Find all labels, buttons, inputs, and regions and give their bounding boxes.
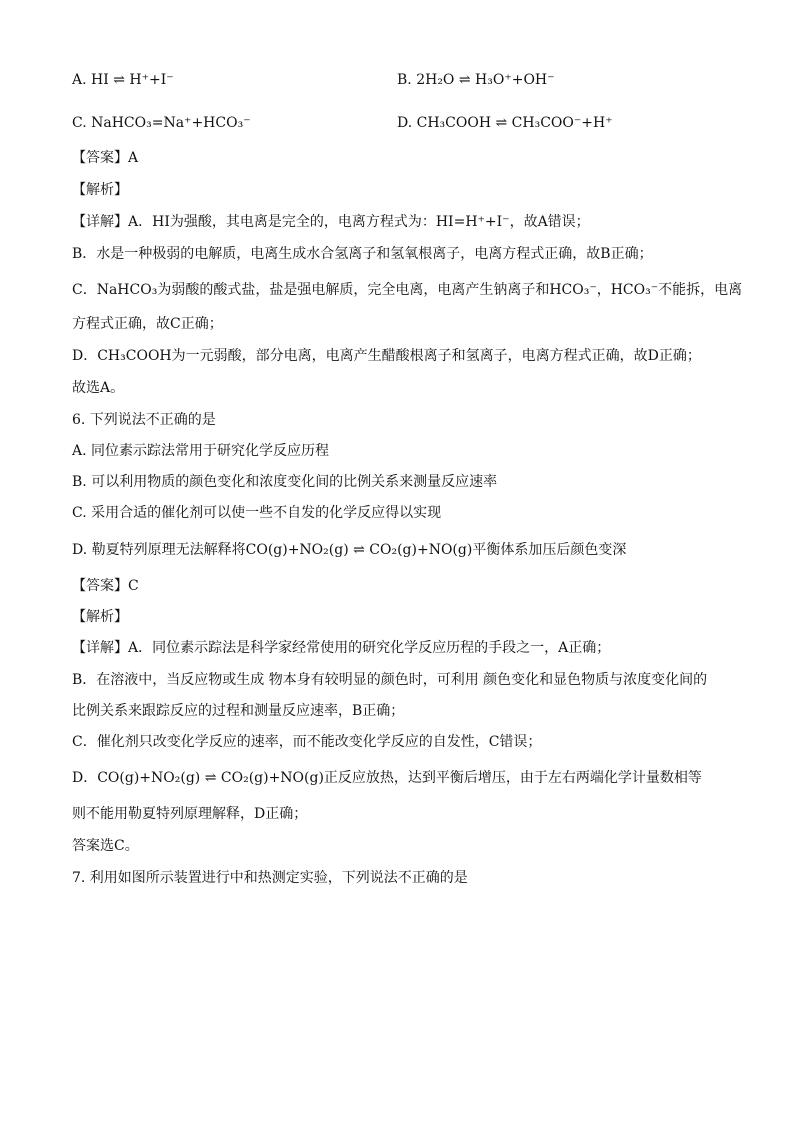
formula: NaHCO₃=Na⁺+HCO₃⁻	[91, 115, 251, 131]
q5-detail-line: B．水是一种极弱的电解质，电离生成水合氢离子和氢氧根离子，电离方程式正确，故B正确；	[72, 246, 653, 262]
q6-answer: 【答案】C	[72, 578, 139, 594]
formula: 2H₂O ⇌ H₃O⁺+OH⁻	[416, 72, 555, 88]
q6-detail-line: 【详解】A．同位素示踪法是科学家经常使用的研究化学反应历程的手段之一，A正确；	[72, 640, 611, 656]
option-label: A.	[72, 72, 87, 88]
q5-detail-line: 方程式正确，故C正确；	[72, 316, 223, 332]
option-label: C.	[72, 115, 87, 131]
q5-analysis-label: 【解析】	[72, 182, 128, 198]
q6-analysis-label: 【解析】	[72, 609, 128, 625]
q5-option-a	[72, 70, 174, 90]
q5-option-d	[397, 113, 613, 133]
formula: CH₃COOH ⇌ CH₃COO⁻+H⁺	[416, 115, 613, 131]
q6-detail-line: 则不能用勒夏特列原理解释，D正确；	[72, 806, 308, 822]
q7-stem: 7. 利用如图所示装置进行中和热测定实验，下列说法不正确的是	[72, 870, 468, 886]
q5-option-b	[397, 70, 555, 90]
q6-detail-line: 比例关系来跟踪反应的过程和测量反应速率，B正确；	[72, 703, 405, 719]
q5-detail-line: 【详解】A．HI为强酸，其电离是完全的，电离方程式为：HI=H⁺+I⁻，故A错误；	[72, 214, 590, 230]
q6-detail-line: 答案选C。	[72, 838, 139, 854]
q6-stem: 6. 下列说法不正确的是	[72, 412, 216, 428]
q6-option-d: D. 勒夏特列原理无法解释将CO(g)+NO₂(g) ⇌ CO₂(g)+NO(g)平衡体系加压后颜色变深	[72, 542, 627, 558]
q6-detail-line: B．在溶液中，当反应物或生成 物本身有较明显的颜色时，可利用 颜色变化和显色物质与浓度变化间的	[72, 672, 708, 688]
q5-detail-line: D．CH₃COOH为一元弱酸，部分电离，电离产生醋酸根离子和氢离子，电离方程式正确，故D正确；	[72, 348, 701, 364]
q6-detail-line: C．催化剂只改变化学反应的速率，而不能改变化学反应的自发性，C错误；	[72, 734, 542, 750]
q6-detail-line: D．CO(g)+NO₂(g) ⇌ CO₂(g)+NO(g)正反应放热，达到平衡后增压，由于左右两端化学计量数相等	[72, 770, 702, 786]
q6-option-b: B. 可以利用物质的颜色变化和浓度变化间的比例关系来测量反应速率	[72, 474, 498, 490]
q6-option-a: A. 同位素示踪法常用于研究化学反应历程	[72, 443, 330, 459]
q6-option-c: C. 采用合适的催化剂可以使一些不自发的化学反应得以实现	[72, 505, 442, 521]
q5-answer: 【答案】A	[72, 150, 139, 166]
option-label: B.	[397, 72, 412, 88]
q5-detail-line: 故选A。	[72, 380, 125, 396]
q5-detail-line: C．NaHCO₃为弱酸的酸式盐，盐是强电解质，完全电离，电离产生钠离子和HCO₃⁻，HCO₃⁻不能拆，电离	[72, 282, 743, 298]
q5-option-c	[72, 113, 251, 133]
formula: HI ⇌ H⁺+I⁻	[91, 72, 174, 88]
option-label: D.	[397, 115, 413, 131]
